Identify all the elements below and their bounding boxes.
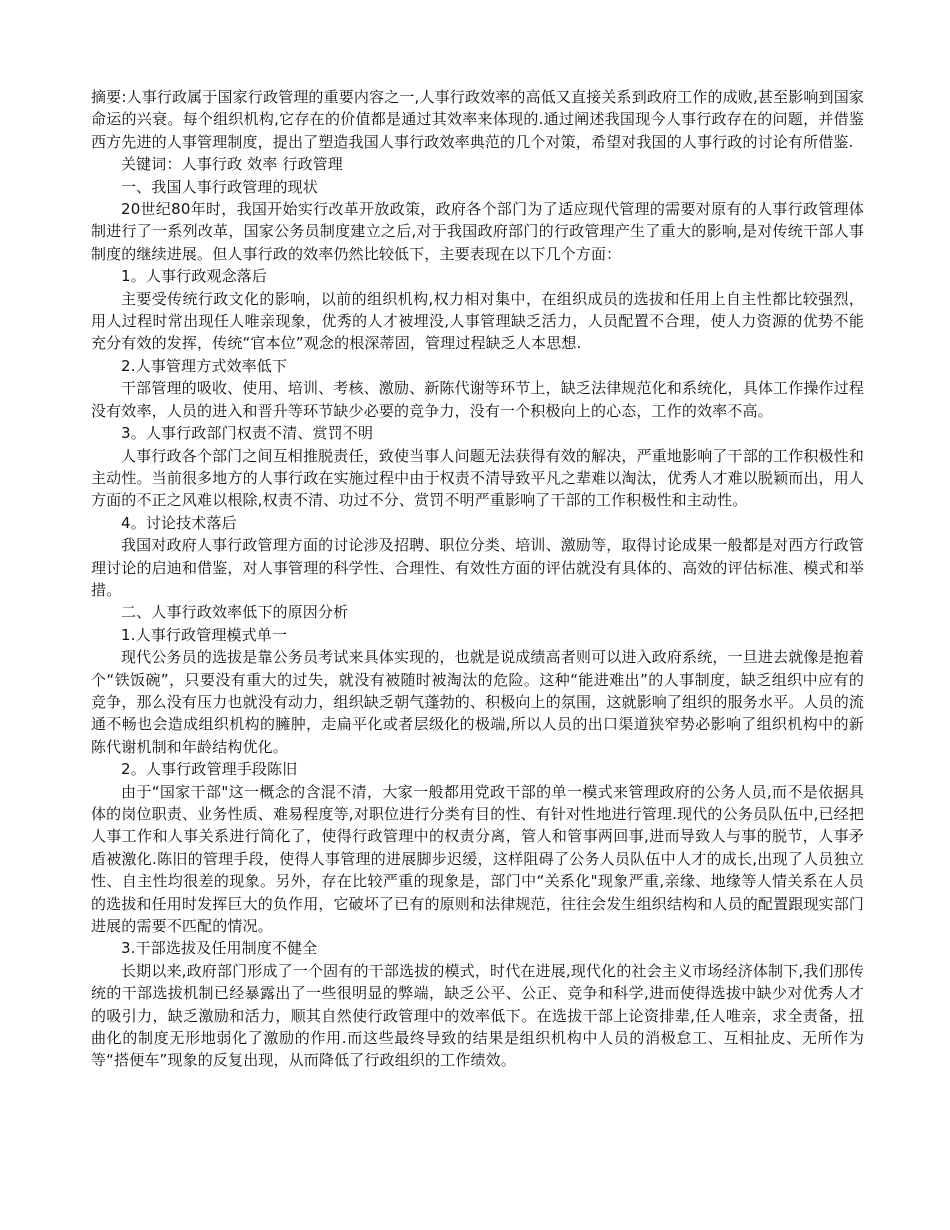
- paragraph: 2.人事管理方式效率低下: [121, 356, 288, 375]
- paragraph: 3.干部选拔及任用制度不健全: [121, 939, 318, 958]
- paragraph: 主要受传统行政文化的影响，以前的组织机构,权力相对集中，在组织成员的选拔和任用上自主性都比较强烈，用人过程时常出现任人唯亲现象，优秀的人才被埋没,人事管理缺乏活力，人员配置不合理，使人力资源的优势不能充分有效的发挥，传统“官本位”观念的根深蒂固，管理过程缺乏人本思想.: [91, 289, 864, 353]
- paragraph: 现代公务员的选拔是靠公务员考试来具体实现的，也就是说成绩高者则可以进入政府系统，一旦进去就像是抱着个“铁饭碗”，只要没有重大的过失，就没有被随时被淘汰的危险。这种“能进难出”的人事制度，缺乏组织中应有的竞争，那么没有压力也就没有动力，组织缺乏朝气蓬勃的、积极向上的氛围，这就影响了组织的服务水平。人员的流通不畅也会造成组织机构的臃肿，走扁平化或者层级化的极端,所以人员的出口渠道狭窄势必影响了组织机构中的新陈代谢机制和年龄结构优化。: [91, 648, 864, 756]
- paragraph: 1。人事行政观念落后: [121, 267, 268, 286]
- paragraph: 关键词：人事行政 效率 行政管理: [121, 155, 343, 174]
- paragraph: 我国对政府人事行政管理方面的讨论涉及招聘、职位分类、培训、激励等，取得讨论成果一般都是对西方行政管理讨论的启迪和借鉴，对人事管理的科学性、合理性、有效性方面的评估就没有具体的、高效的评估标准、模式和举措。: [91, 536, 864, 599]
- paragraph: 由于“国家干部"这一概念的含混不清，大家一般都用党政干部的单一模式来管理政府的公务人员,而不是依据具体的岗位职责、业务性质、难易程度等,对职位进行分类有目的性、有针对性地进行管理.现代的公务员队伍中,已经把人事工作和人事关系进行简化了，使得行政管理中的权责分离，管人和管事两回事,进而导致人与事的脱节，人事矛盾被激化.陈旧的管理手段，使得人事管理的进展脚步迟缓，这样阻碍了公务人员队伍中人才的成长,出现了人员独立性、自主性均很差的现象。另外，存在比较严重的现象是，部门中“关系化"现象严重,亲缘、地缘等人情关系在人员的选拔和任用时发挥巨大的负作用，它破坏了已有的原则和法律规范，往往会发生组织结构和人员的配置跟现实部门进展的需要不匹配的情况。: [91, 782, 864, 936]
- document-body: [91, 86, 864, 1072]
- paragraph: 20世纪80年时，我国开始实行改革开放政策，政府各个部门为了适应现代管理的需要对原有的人事行政管理体制进行了一系列改革，国家公务员制度建立之后,对于我国政府部门的行政管理产生了重大的影响,是对传统干部人事制度的继续进展。但人事行政的效率仍然比较低下，主要表现在以下几个方面：: [91, 200, 864, 263]
- paragraph: 二、人事行政效率低下的原因分析: [121, 603, 349, 622]
- paragraph: 人事行政各个部门之间互相推脱责任，致使当事人问题无法获得有效的解决，严重地影响了干部的工作积极性和主动性。当前很多地方的人事行政在实施过程中由于权责不清导致平凡之辈难以淘汰，优秀人才难以脱颖而出，用人方面的不正之风难以根除,权责不清、功过不分、赏罚不明严重影响了干部的工作积极性和主动性。: [91, 446, 864, 510]
- paragraph: 一、我国人事行政管理的现状: [121, 177, 318, 196]
- paragraph: 摘要:人事行政属于国家行政管理的重要内容之一,人事行政效率的高低又直接关系到政府工作的成败,甚至影响到国家命运的兴衰。每个组织机构,它存在的价值都是通过其效率来体现的.通过阐述我国现今人事行政存在的问题，并借鉴西方先进的人事管理制度，提出了塑造我国人事行政效率典范的几个对策，希望对我国的人事行政的讨论有所借鉴.: [91, 88, 864, 151]
- paragraph: 4。讨论技术落后: [121, 513, 237, 532]
- paragraph: 2。人事行政管理手段陈旧: [121, 760, 298, 779]
- paragraph: 长期以来,政府部门形成了一个固有的干部选拔的模式，时代在进展,现代化的社会主义市场经济体制下,我们那传统的干部选拔机制已经暴露出了一些很明显的弊端，缺乏公平、公正、竞争和科学,进而使得选拔中缺少对优秀人才的吸引力，缺乏激励和活力，顺其自然使行政管理中的效率低下。在选拔干部上论资排辈,任人唯亲，求全责备，扭曲化的制度无形地弱化了激励的作用.而这些最终导致的结果是组织机构中人员的消极怠工、互相扯皮、无所作为等“搭便车”现象的反复出现，从而降低了行政组织的工作绩效。: [91, 961, 864, 1070]
- paragraph: 3。人事行政部门权责不清、赏罚不明: [121, 424, 374, 443]
- paragraph: 干部管理的吸收、使用、培训、考核、激励、新陈代谢等环节上，缺乏法律规范化和系统化，具体工作操作过程没有效率，人员的进入和晋升等环节缺少必要的竞争力，没有一个积极向上的心态，工作的效率不高。: [91, 379, 864, 420]
- paragraph: 1.人事行政管理模式单一: [121, 625, 288, 644]
